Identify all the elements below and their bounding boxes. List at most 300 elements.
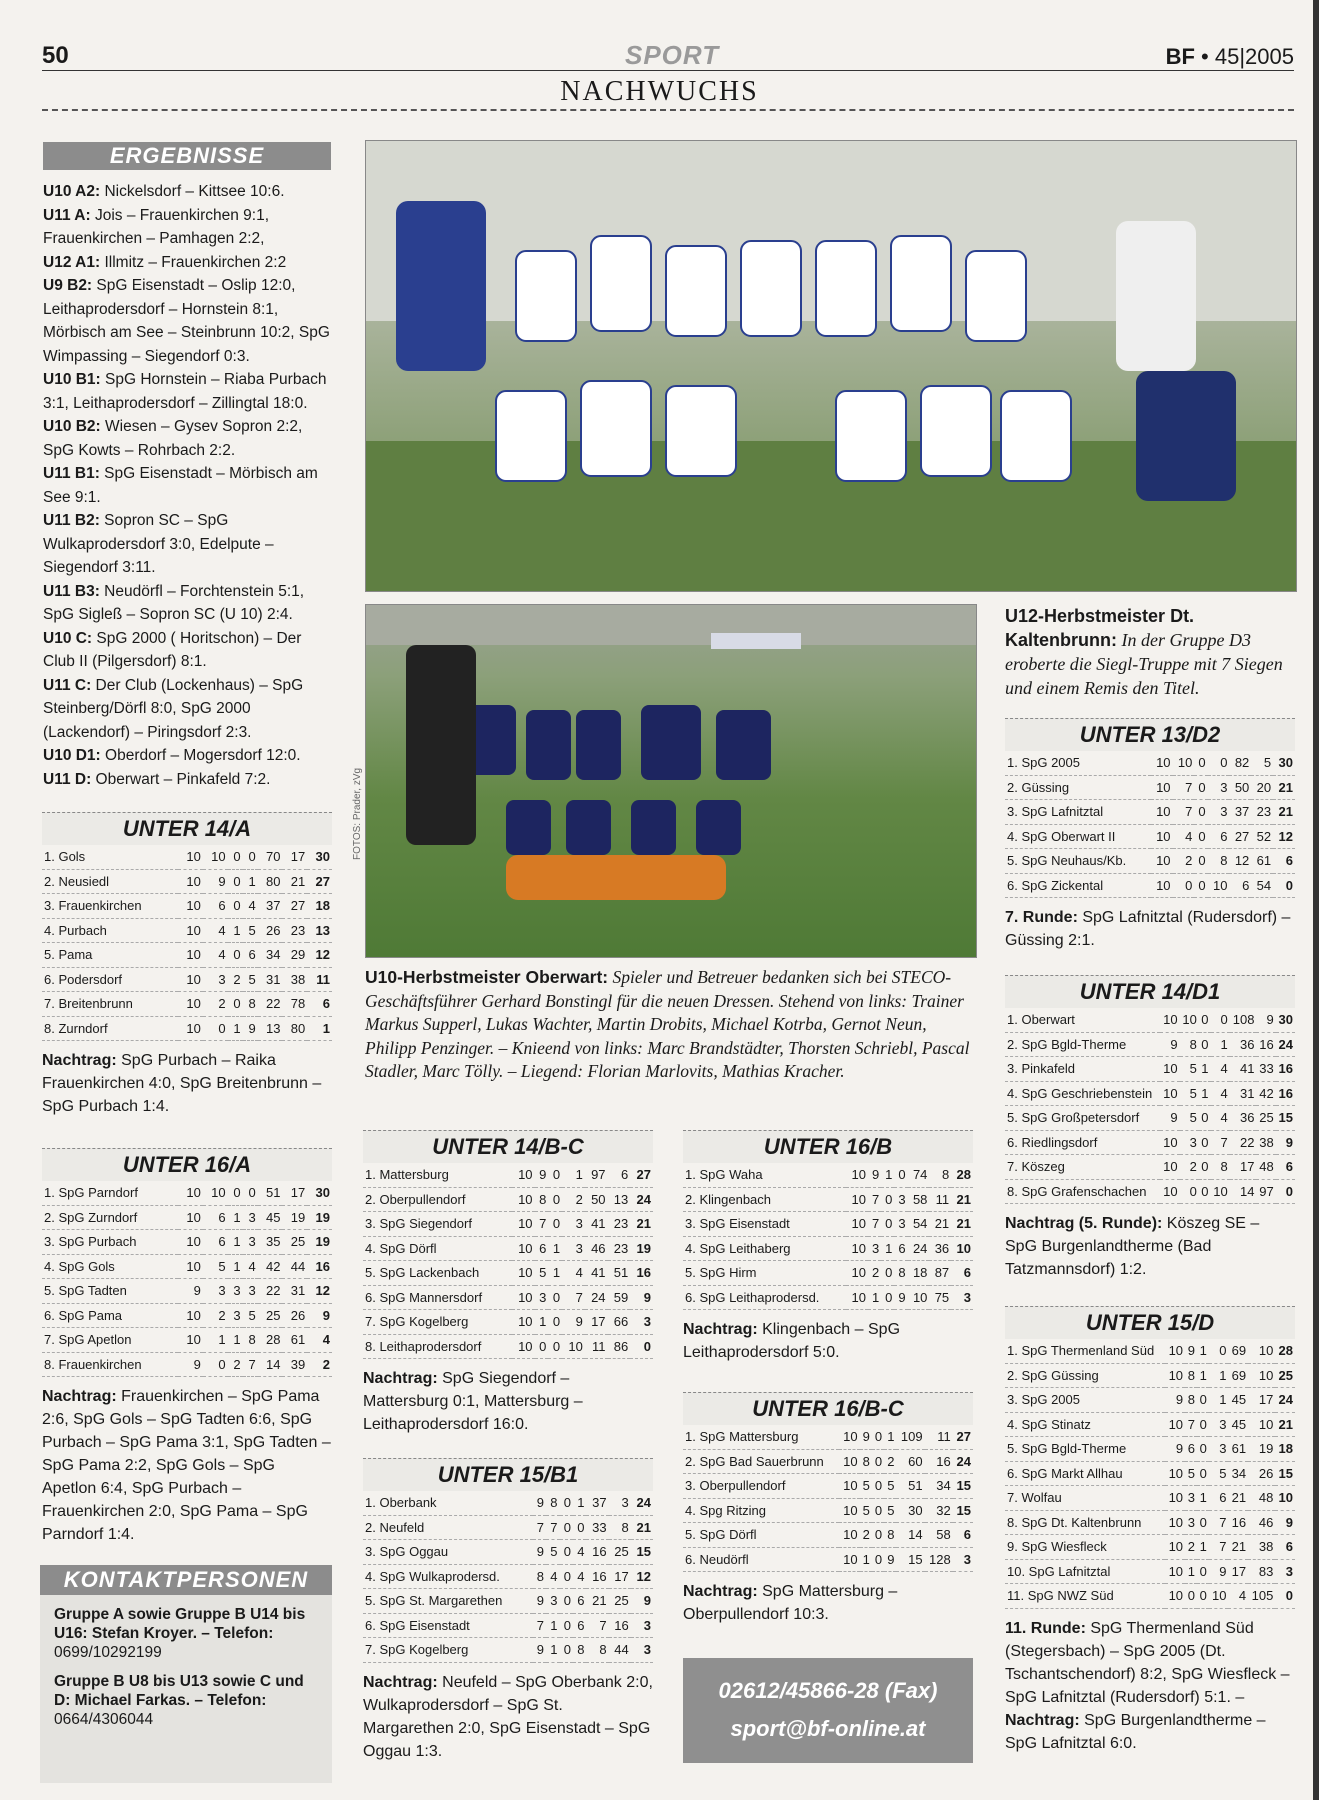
stat-cell: 9	[562, 1310, 585, 1335]
table-title: UNTER 16/B-C	[683, 1392, 973, 1425]
stat-cell: 5	[860, 1498, 872, 1523]
stat-cell: 5	[1251, 751, 1273, 775]
email-address[interactable]: sport@bf-online.at	[730, 1716, 926, 1741]
stat-cell: 60	[896, 1449, 924, 1474]
points-cell: 18	[1275, 1437, 1295, 1462]
table-row	[1005, 1008, 1295, 1032]
note-text: SpG Lafnitztal (Rudersdorf) – Güssing 2:1.	[1005, 909, 1291, 949]
team-name: 4. SpG Oberwart II	[1005, 824, 1151, 849]
stat-cell: 6	[1229, 873, 1251, 898]
stat-cell: 0	[872, 1547, 884, 1572]
team-name: 10. SpG Lafnitztal	[1005, 1559, 1165, 1584]
stat-cell: 6	[1185, 1437, 1197, 1462]
team-name: 4. SpG Gols	[42, 1254, 178, 1279]
team-name: 1. SpG Mattersburg	[683, 1425, 839, 1449]
stat-cell: 39	[282, 1352, 307, 1377]
team-name: 5. SpG St. Margarethen	[363, 1589, 533, 1614]
team-name: 4. SpG Leithaberg	[683, 1236, 846, 1261]
stat-cell: 42	[1256, 1081, 1275, 1106]
stat-cell: 109	[896, 1425, 924, 1449]
stat-cell: 80	[258, 869, 283, 894]
stat-cell: 1	[228, 1205, 243, 1230]
team-name: 8. SpG Dt. Kaltenbrunn	[1005, 1510, 1165, 1535]
points-cell: 24	[1275, 1388, 1295, 1413]
note-label: Nachtrag:	[1005, 1711, 1080, 1729]
stat-cell: 8	[860, 1449, 872, 1474]
stat-cell: 6	[1209, 1486, 1229, 1511]
stat-cell: 8	[929, 1163, 951, 1187]
stat-cell: 4	[562, 1261, 585, 1286]
stat-cell: 21	[929, 1212, 951, 1237]
result-text: Oberdorf – Mogersdorf 12:0.	[100, 747, 301, 764]
team-name: 3. SpG Lafnitztal	[1005, 800, 1151, 825]
team-name: 1. SpG Waha	[683, 1163, 846, 1187]
points-cell: 0	[630, 1334, 653, 1359]
stat-cell: 25	[282, 1230, 307, 1255]
stat-cell: 38	[1248, 1535, 1275, 1560]
stat-cell: 0	[1199, 1008, 1211, 1032]
points-cell: 4	[307, 1328, 332, 1353]
stat-cell: 21	[586, 1589, 608, 1614]
stat-cell: 7	[243, 1352, 258, 1377]
stat-cell: 1	[1197, 1363, 1209, 1388]
stat-cell: 23	[608, 1212, 631, 1237]
points-cell: 15	[631, 1540, 653, 1565]
stat-cell: 1	[1209, 1363, 1229, 1388]
stat-cell: 45	[258, 1205, 283, 1230]
stat-cell: 4	[573, 1540, 586, 1565]
stat-cell: 36	[1230, 1106, 1257, 1131]
stat-cell: 10	[1160, 1057, 1179, 1082]
points-cell: 19	[307, 1205, 332, 1230]
result-label: U11 B3:	[43, 582, 100, 600]
stat-cell: 37	[586, 1491, 608, 1515]
team-name: 7. Köszeg	[1005, 1155, 1160, 1180]
page-edge	[1313, 0, 1319, 1800]
standings-table	[1005, 1339, 1295, 1609]
stat-cell: 9	[533, 1589, 546, 1614]
team-name: 6. SpG Leithaprodersd.	[683, 1285, 846, 1310]
stat-cell: 5	[535, 1261, 549, 1286]
stat-cell: 69	[1228, 1363, 1248, 1388]
result-text: SpG 2000 ( Horitschon) – Der Club II (Pilgersdorf) 8:1.	[43, 629, 302, 670]
stat-cell: 9	[868, 1163, 881, 1187]
stat-cell: 10	[1151, 824, 1173, 849]
stat-cell: 0	[1197, 1461, 1209, 1486]
team-name: 7. Wolfau	[1005, 1486, 1165, 1511]
stat-cell: 10	[1165, 1535, 1185, 1560]
stat-cell: 1	[1199, 1081, 1211, 1106]
stat-cell: 3	[203, 967, 228, 992]
table-row	[1005, 1412, 1295, 1437]
stat-cell: 1	[548, 1261, 562, 1286]
stat-cell: 9	[1165, 1437, 1185, 1462]
caption-label: U10-Herbstmeister Oberwart:	[365, 967, 609, 987]
stat-cell: 0	[1197, 1584, 1209, 1609]
stat-cell: 10	[178, 943, 203, 968]
standings-table	[683, 1163, 973, 1310]
stat-cell: 6	[203, 1230, 228, 1255]
stat-cell: 74	[908, 1163, 930, 1187]
stat-cell: 23	[608, 1236, 631, 1261]
stat-cell: 3	[894, 1187, 907, 1212]
table-row	[42, 1205, 332, 1230]
points-cell: 10	[1275, 1486, 1295, 1511]
points-cell: 9	[630, 1285, 653, 1310]
stat-cell: 4	[1173, 824, 1195, 849]
team-name: 3. Pinkafeld	[1005, 1057, 1160, 1082]
stat-cell: 0	[560, 1564, 573, 1589]
team-name: 2. SpG Güssing	[1005, 1363, 1165, 1388]
stat-cell: 48	[1256, 1155, 1275, 1180]
stat-cell: 5	[1209, 1461, 1229, 1486]
stat-cell: 10	[1165, 1461, 1185, 1486]
table-row	[363, 1564, 653, 1589]
stat-cell: 38	[282, 967, 307, 992]
stat-cell: 83	[1248, 1559, 1275, 1584]
stat-cell: 6	[243, 943, 258, 968]
table-row	[363, 1285, 653, 1310]
stat-cell: 10	[512, 1334, 535, 1359]
stat-cell: 80	[282, 1016, 307, 1041]
points-cell: 16	[1276, 1057, 1295, 1082]
team-name: 6. Riedlingsdorf	[1005, 1130, 1160, 1155]
stat-cell: 22	[258, 1279, 283, 1304]
note-label: Nachtrag:	[42, 1388, 117, 1405]
table-row	[42, 1279, 332, 1304]
team-name: 1. SpG Thermenland Süd	[1005, 1339, 1165, 1363]
stat-cell: 1	[1197, 1339, 1209, 1363]
stat-cell: 6	[573, 1613, 586, 1638]
points-cell: 1	[307, 1016, 332, 1041]
stat-cell: 12	[1229, 849, 1251, 874]
stat-cell: 51	[896, 1474, 924, 1499]
stat-cell: 50	[585, 1187, 608, 1212]
stat-cell: 2	[1180, 1155, 1199, 1180]
stat-cell: 44	[609, 1638, 631, 1663]
stat-cell: 8	[573, 1638, 586, 1663]
note-label: Nachtrag:	[363, 1370, 438, 1387]
stat-cell: 0	[228, 943, 243, 968]
team-name: 1. SpG 2005	[1005, 751, 1151, 775]
stat-cell: 0	[872, 1498, 884, 1523]
stat-cell: 3	[203, 1279, 228, 1304]
table-row	[363, 1187, 653, 1212]
stat-cell: 1	[562, 1163, 585, 1187]
note-label: Nachtrag:	[42, 1052, 117, 1069]
points-cell: 27	[630, 1163, 653, 1187]
stat-cell: 15	[896, 1547, 924, 1572]
table-row	[1005, 1559, 1295, 1584]
stat-cell: 9	[1209, 1559, 1229, 1584]
stat-cell: 2	[203, 992, 228, 1017]
team-name: 5. SpG Neuhaus/Kb.	[1005, 849, 1151, 874]
stat-cell: 75	[929, 1285, 951, 1310]
stat-cell: 16	[925, 1449, 953, 1474]
table-title: UNTER 16/B	[683, 1130, 973, 1163]
table-row	[683, 1163, 973, 1187]
points-cell: 21	[951, 1212, 973, 1237]
result-line	[43, 627, 335, 674]
stat-cell: 25	[258, 1303, 283, 1328]
results-list	[43, 180, 335, 791]
stat-cell: 44	[282, 1254, 307, 1279]
stat-cell: 86	[608, 1334, 631, 1359]
result-line	[43, 509, 335, 580]
stat-cell: 105	[1248, 1584, 1275, 1609]
stat-cell: 31	[282, 1279, 307, 1304]
stat-cell: 8	[884, 1523, 896, 1548]
stat-cell: 16	[586, 1540, 608, 1565]
stat-cell: 0	[872, 1425, 884, 1449]
stat-cell: 6	[894, 1236, 907, 1261]
stat-cell: 8	[1185, 1388, 1197, 1413]
team-name: 9. SpG Wiesfleck	[1005, 1535, 1165, 1560]
stat-cell: 1	[1211, 1032, 1230, 1057]
stat-cell: 9	[1165, 1388, 1185, 1413]
points-cell: 12	[631, 1564, 653, 1589]
stat-cell: 1	[1197, 1486, 1209, 1511]
fax-number: 02612/45866-28 (Fax)	[718, 1678, 938, 1703]
stat-cell: 10	[1248, 1339, 1275, 1363]
stat-cell: 7	[562, 1285, 585, 1310]
result-line	[43, 768, 335, 792]
stat-cell: 3	[243, 1230, 258, 1255]
stat-cell: 4	[1211, 1057, 1230, 1082]
stat-cell: 8	[546, 1491, 559, 1515]
stat-cell: 0	[548, 1163, 562, 1187]
stat-cell: 10	[839, 1425, 859, 1449]
stat-cell: 10	[203, 845, 228, 869]
table-row	[1005, 1155, 1295, 1180]
points-cell: 6	[951, 1261, 973, 1286]
stat-cell: 10	[1165, 1486, 1185, 1511]
stat-cell: 1	[228, 1230, 243, 1255]
stat-cell: 34	[925, 1474, 953, 1499]
stat-cell: 10	[1165, 1510, 1185, 1535]
note-text: SpG Thermenland Süd (Stegersbach) – SpG 2005 (Dt. Tschantschendorf) 8:2, SpG Wiesfleck – SpG Lafnitztal (Rudersdorf) 5:1. –	[1005, 1619, 1290, 1706]
stat-cell: 10	[178, 967, 203, 992]
table-row	[683, 1498, 973, 1523]
stat-cell: 10	[178, 1230, 203, 1255]
table-u16bc	[683, 1392, 973, 1626]
stat-cell: 7	[535, 1212, 549, 1237]
standings-table	[363, 1163, 653, 1359]
stat-cell: 0	[548, 1310, 562, 1335]
table-row	[42, 1181, 332, 1205]
stat-cell: 36	[1230, 1032, 1257, 1057]
stat-cell: 0	[228, 894, 243, 919]
stat-cell: 1	[243, 869, 258, 894]
table-row	[1005, 1584, 1295, 1609]
team-name: 7. SpG Kogelberg	[363, 1638, 533, 1663]
points-cell: 12	[307, 1279, 332, 1304]
team-name: 2. SpG Bgld-Therme	[1005, 1032, 1160, 1057]
stat-cell: 9	[203, 869, 228, 894]
stat-cell: 17	[282, 1181, 307, 1205]
team-name: 8. Zurndorf	[42, 1016, 178, 1041]
stat-cell: 10	[178, 1205, 203, 1230]
stat-cell: 0	[1194, 849, 1207, 874]
result-line	[43, 462, 335, 509]
stat-cell: 10	[203, 1181, 228, 1205]
stat-cell: 0	[872, 1523, 884, 1548]
table-row	[1005, 1130, 1295, 1155]
stat-cell: 31	[1230, 1081, 1257, 1106]
table-u14bc	[363, 1130, 653, 1436]
stat-cell: 1	[548, 1236, 562, 1261]
stat-cell: 11	[585, 1334, 608, 1359]
stat-cell: 37	[1229, 800, 1251, 825]
stat-cell: 19	[1248, 1437, 1275, 1462]
stat-cell: 16	[586, 1564, 608, 1589]
table-row	[42, 894, 332, 919]
stat-cell: 3	[868, 1236, 881, 1261]
stat-cell: 8	[243, 1328, 258, 1353]
standings-table	[1005, 1008, 1295, 1204]
points-cell: 28	[951, 1163, 973, 1187]
points-cell: 3	[951, 1285, 973, 1310]
team-name: 6. SpG Mannersdorf	[363, 1285, 512, 1310]
stat-cell: 97	[585, 1163, 608, 1187]
stat-cell: 25	[609, 1589, 631, 1614]
stat-cell: 10	[1160, 1008, 1179, 1032]
team-name: 2. Neusiedl	[42, 869, 178, 894]
result-line	[43, 674, 335, 745]
stat-cell: 16	[1228, 1510, 1248, 1535]
stat-cell: 10	[178, 992, 203, 1017]
note-text: SpG Purbach – Raika Frauenkirchen 4:0, SpG Breitenbrunn – SpG Purbach 1:4.	[42, 1052, 322, 1115]
team-name: 4. SpG Wulkaprodersd.	[363, 1564, 533, 1589]
points-cell: 27	[307, 869, 332, 894]
stat-cell: 13	[258, 1016, 283, 1041]
stat-cell: 17	[282, 845, 307, 869]
team-name: 2. Oberpullendorf	[363, 1187, 512, 1212]
stat-cell: 3	[1185, 1486, 1197, 1511]
stat-cell: 4	[573, 1564, 586, 1589]
stat-cell: 1	[868, 1285, 881, 1310]
stat-cell: 0	[1209, 1339, 1229, 1363]
points-cell: 15	[1276, 1106, 1295, 1131]
stat-cell: 0	[203, 1352, 228, 1377]
table-row	[683, 1285, 973, 1310]
points-cell: 30	[1276, 1008, 1295, 1032]
table-row	[363, 1334, 653, 1359]
stat-cell: 82	[1229, 751, 1251, 775]
stat-cell: 10	[846, 1236, 868, 1261]
stat-cell: 0	[1194, 775, 1207, 800]
stat-cell: 3	[894, 1212, 907, 1237]
stat-cell: 10	[846, 1285, 868, 1310]
stat-cell: 24	[908, 1236, 930, 1261]
stat-cell: 16	[609, 1613, 631, 1638]
stat-cell: 14	[1230, 1179, 1257, 1204]
stat-cell: 3	[228, 1303, 243, 1328]
points-cell: 9	[1275, 1510, 1295, 1535]
points-cell: 3	[631, 1613, 653, 1638]
table-row	[1005, 1535, 1295, 1560]
stat-cell: 16	[1256, 1032, 1275, 1057]
points-cell: 24	[953, 1449, 973, 1474]
note-label: Nachtrag:	[363, 1673, 438, 1691]
table-row	[1005, 775, 1295, 800]
stat-cell: 3	[228, 1279, 243, 1304]
team-name: 3. SpG 2005	[1005, 1388, 1165, 1413]
result-line	[43, 274, 335, 368]
stat-cell: 5	[243, 918, 258, 943]
stat-cell: 10	[839, 1498, 859, 1523]
stat-cell: 3	[609, 1491, 631, 1515]
team-name: 11. SpG NWZ Süd	[1005, 1584, 1165, 1609]
stat-cell: 9	[1160, 1032, 1179, 1057]
team-name: 4. Spg Ritzing	[683, 1498, 839, 1523]
table-row	[1005, 1363, 1295, 1388]
stat-cell: 2	[203, 1303, 228, 1328]
stat-cell: 6	[608, 1163, 631, 1187]
table-note	[363, 1367, 653, 1436]
stat-cell: 0	[548, 1285, 562, 1310]
stat-cell: 7	[1173, 775, 1195, 800]
stat-cell: 4	[243, 894, 258, 919]
photo-credit: FOTOS: Prader, zVg	[352, 767, 363, 860]
stat-cell: 87	[929, 1261, 951, 1286]
stat-cell: 7	[868, 1212, 881, 1237]
contact-entry-1	[54, 1605, 318, 1662]
stat-cell: 0	[560, 1540, 573, 1565]
points-cell: 12	[307, 943, 332, 968]
result-label: U9 B2:	[43, 277, 93, 294]
stat-cell: 0	[1185, 1584, 1197, 1609]
stat-cell: 3	[562, 1212, 585, 1237]
stat-cell: 10	[1208, 873, 1230, 898]
table-note	[1005, 1212, 1295, 1281]
stat-cell: 7	[546, 1515, 559, 1540]
stat-cell: 10	[846, 1212, 868, 1237]
table-note	[363, 1671, 653, 1763]
contact-box	[683, 1658, 973, 1763]
stat-cell: 0	[1197, 1559, 1209, 1584]
stat-cell: 17	[1228, 1559, 1248, 1584]
table-title: UNTER 14/D1	[1005, 975, 1295, 1008]
stat-cell: 0	[228, 1181, 243, 1205]
stat-cell: 45	[1228, 1412, 1248, 1437]
table-row	[363, 1589, 653, 1614]
points-cell: 3	[631, 1638, 653, 1663]
stat-cell: 0	[881, 1261, 894, 1286]
standings-table	[42, 845, 332, 1041]
stat-cell: 1	[546, 1638, 559, 1663]
caption-label: U12-Herbstmeister Dt. Kaltenbrunn:	[1005, 606, 1195, 650]
stat-cell: 4	[203, 943, 228, 968]
points-cell: 6	[307, 992, 332, 1017]
stat-cell: 10	[1160, 1155, 1179, 1180]
stat-cell: 58	[908, 1187, 930, 1212]
stat-cell: 21	[1228, 1535, 1248, 1560]
stat-cell: 3	[243, 1279, 258, 1304]
stat-cell: 2	[228, 967, 243, 992]
stat-cell: 30	[896, 1498, 924, 1523]
team-name: 3. SpG Purbach	[42, 1230, 178, 1255]
points-cell: 21	[951, 1187, 973, 1212]
team-name: 6. SpG Pama	[42, 1303, 178, 1328]
result-label: U11 D:	[43, 770, 92, 788]
team-photo-illustration	[366, 141, 1296, 591]
stat-cell: 2	[562, 1187, 585, 1212]
results-heading: ERGEBNISSE	[43, 142, 331, 170]
stat-cell: 10	[178, 894, 203, 919]
table-u13d2	[1005, 718, 1295, 952]
stat-cell: 31	[258, 967, 283, 992]
